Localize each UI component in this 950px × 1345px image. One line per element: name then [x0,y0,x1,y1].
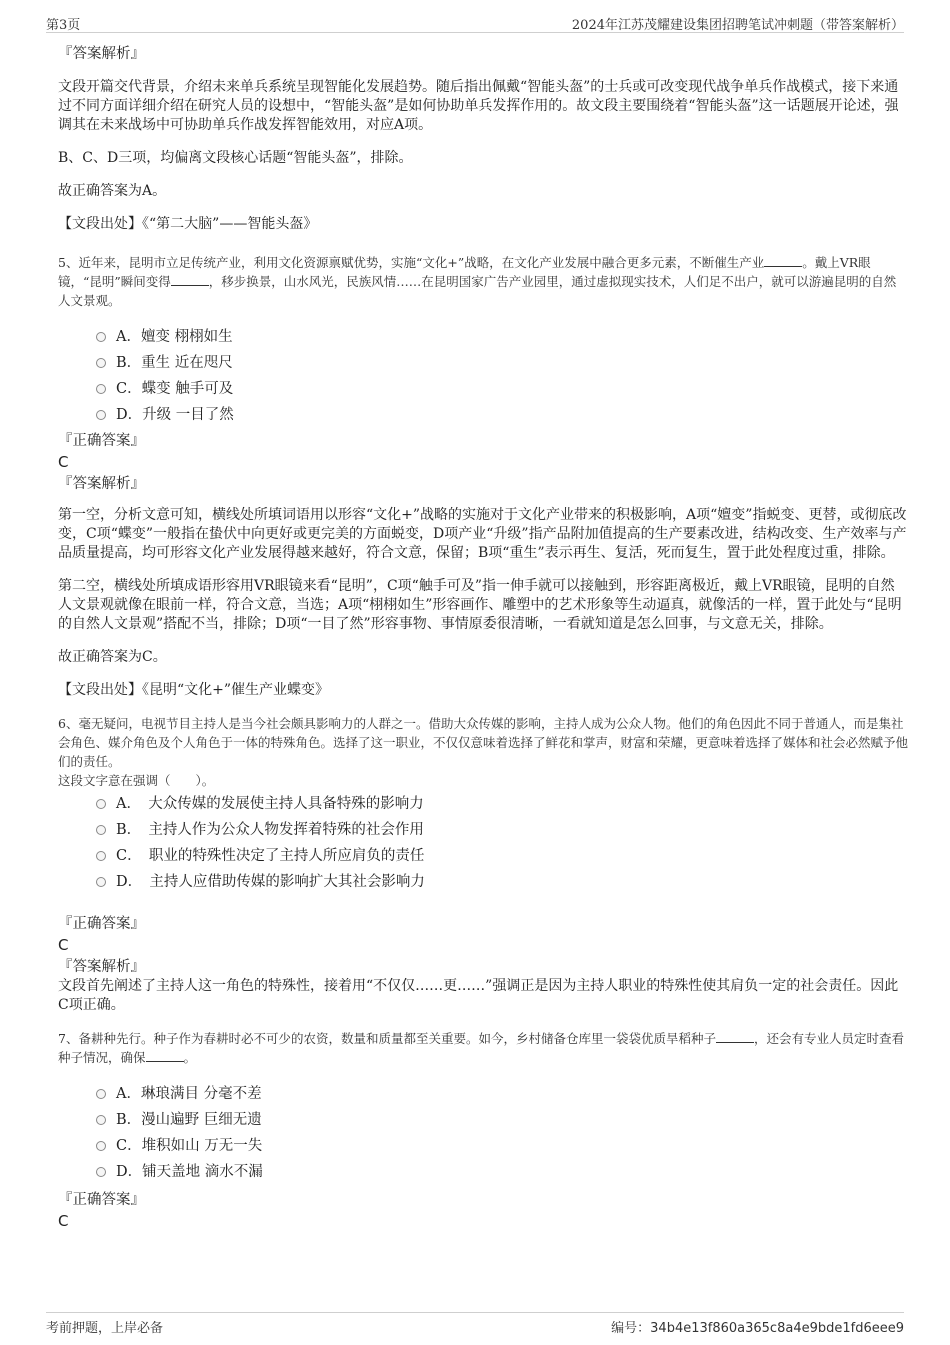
answer-label: 『正确答案』 [58,433,145,449]
analysis-paragraph: 故正确答案为C。 [58,649,167,665]
option-d[interactable]: D．铺天盖地 滴水不漏 [96,1162,908,1182]
radio-icon[interactable] [96,384,106,394]
document-title: 2024年江苏茂耀建设集团招聘笔试冲刺题（带答案解析） [571,18,904,33]
analysis-paragraph: 第二空，横线处所填成语形容用VR眼镜来看“昆明”，C项“触手可及”指一伸手就可以接触到，形容距离极近，戴上VR眼镜，昆明的自然人文景观就像在眼前一样，符合文意，当选；A项“栩栩如生”形容画作、雕塑中的艺术形象等生动逼真，就像活的一样，置于此处与“昆明的自然人文景观”搭配不当，排除；D项“一目了然”形容事物、事情原委很清晰，一看就知道是怎么回事，与文意无关，排除。 [58,578,902,632]
radio-icon[interactable] [96,1167,106,1177]
radio-icon[interactable] [96,799,106,809]
source-citation: 【文段出处】《“第二大脑”——智能头盔》 [58,216,318,232]
radio-icon[interactable] [96,825,106,835]
answer-value: C [58,1212,69,1230]
radio-icon[interactable] [96,1089,106,1099]
analysis-paragraph: 故正确答案为A。 [58,183,167,199]
analysis-paragraph: 第一空，分析文意可知，横线处所填词语用以形容“文化+”战略的实施对于文化产业带来的积极影响，A项“嬗变”指蜕变、更替，或彻底改变，C项“蝶变”一般指在蛰伏中向更好或更完美的方面蜕变，D项产业“升级”指产品附加值提高的生产要素改进，结构改变、生产效率与产品质量提高，均可形容文化产业发展得越来越好，符合文意，保留；B项“重生”表示再生、复活，死而复生，置于此处程度过重，排除。 [58,507,907,561]
analysis-label: 『答案解析』 [58,959,145,975]
option-b[interactable]: B．重生 近在咫尺 [96,353,908,373]
question-prompt: 这段文字意在强调（ ）。 [58,773,215,788]
radio-icon[interactable] [96,358,106,368]
page-number: 第3页 [46,18,81,33]
answer-label: 『正确答案』 [58,1192,145,1208]
fill-blank [171,273,209,286]
radio-icon[interactable] [96,410,106,420]
analysis-paragraph: 文段开篇交代背景，介绍未来单兵系统呈现智能化发展趋势。随后指出佩戴“智能头盔”的士兵或可改变现代战争单兵作战模式，接下来通过不同方面详细介绍在研究人员的设想中，“智能头盔”是如何协助单兵发挥作用的。故文段主要围绕着“智能头盔”这一话题展开论述，强调其在未来战场中可协助单兵作战发挥智能效用，对应A项。 [58,79,899,133]
option-c[interactable]: C．蝶变 触手可及 [96,379,908,399]
source-citation: 【文段出处】《昆明“文化+”催生产业蝶变》 [58,682,330,698]
footer-slogan: 考前押题，上岸必备 [46,1321,164,1336]
analysis-paragraph: B、C、D三项，均偏离文段核心话题“智能头盔”，排除。 [58,150,413,166]
radio-icon[interactable] [96,332,106,342]
document-code: 编号：34b4e13f860a365c8a4e9bde1fd6eee9 [611,1321,904,1336]
question-stem: 7、备耕种先行。种子作为春耕时必不可少的农资，数量和质量都至关重要。如今，乡村储备仓库里一袋袋优质旱稻种子 ，还会有专业人员定时查看种子情况，确保 。 [58,1031,904,1065]
fill-blank [764,254,802,267]
page-header [46,12,904,33]
option-c[interactable]: C．堆积如山 万无一失 [96,1136,908,1156]
option-b[interactable]: B．漫山遍野 巨细无遗 [96,1110,908,1130]
radio-icon[interactable] [96,851,106,861]
analysis-label: 『答案解析』 [58,476,145,492]
option-d[interactable]: D．升级 一目了然 [96,405,908,425]
option-a[interactable]: A．嬗变 栩栩如生 [96,327,908,347]
answer-value: C [58,453,69,471]
option-a[interactable]: A．琳琅满目 分毫不差 [96,1084,908,1104]
radio-icon[interactable] [96,1115,106,1125]
option-c[interactable]: C． 职业的特殊性决定了主持人所应肩负的责任 [96,846,908,866]
option-list [58,794,908,892]
radio-icon[interactable] [96,1141,106,1151]
answer-label: 『正确答案』 [58,916,145,932]
page-footer [46,1312,904,1336]
option-list [58,1084,908,1182]
analysis-paragraph: 文段首先阐述了主持人这一角色的特殊性，接着用“不仅仅……更……”强调正是因为主持人职业的特殊性使其肩负一定的社会责任。因此C项正确。 [58,978,899,1013]
option-b[interactable]: B． 主持人作为公众人物发挥着特殊的社会作用 [96,820,908,840]
option-a[interactable]: A． 大众传媒的发展使主持人具备特殊的影响力 [96,794,908,814]
document-body [58,44,908,1230]
question-stem: 5、近年来，昆明市立足传统产业，利用文化资源禀赋优势，实施“文化+”战略，在文化产业发展中融合更多元素，不断催生产业 。戴上VR眼镜，“昆明”瞬间变得 ，移步换景，山水风光，民族风情……在昆明国家广告产业园里，通过虚拟现实技术，人们足不出户，就可以游遍昆明的自然人文景观。 [58,255,897,308]
answer-value: C [58,936,69,954]
option-list [58,327,908,425]
analysis-label: 『答案解析』 [58,46,145,62]
radio-icon[interactable] [96,877,106,887]
option-d[interactable]: D． 主持人应借助传媒的影响扩大其社会影响力 [96,872,908,892]
fill-blank [146,1049,184,1062]
fill-blank [716,1030,754,1043]
question-stem: 6、毫无疑问，电视节目主持人是当今社会颇具影响力的人群之一。借助大众传媒的影响，主持人成为公众人物。他们的角色因此不同于普通人，而是集社会角色、媒介角色及个人角色于一体的特殊角色。选择了这一职业，不仅仅意味着选择了鲜花和掌声，财富和荣耀，更意味着选择了媒体和社会必然赋予他们的责任。 [58,716,909,769]
